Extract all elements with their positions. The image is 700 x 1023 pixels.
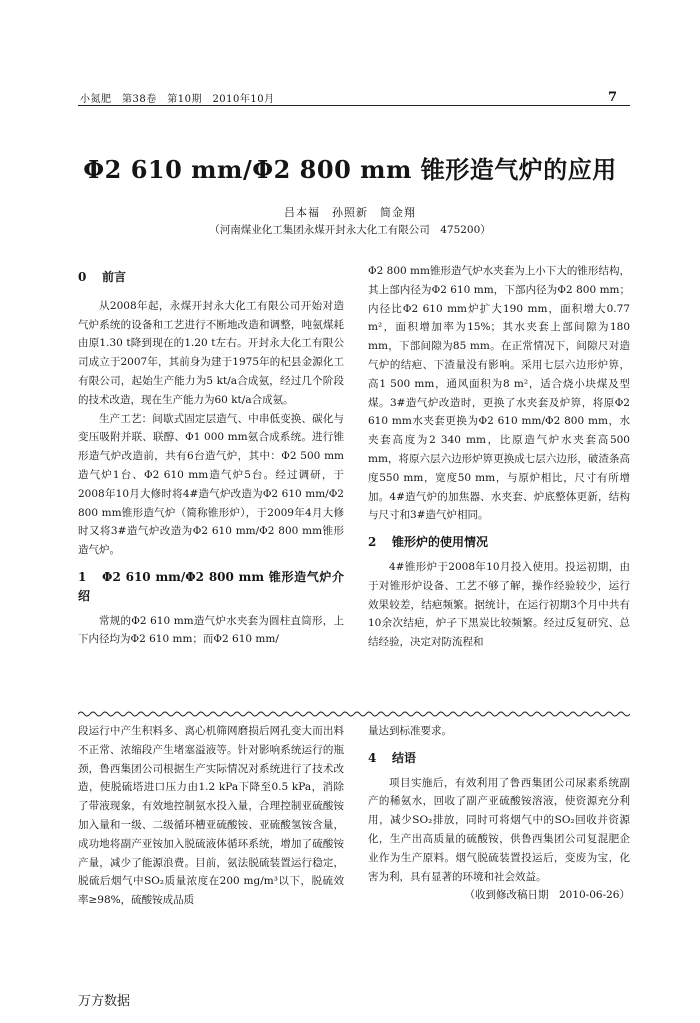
bottom-right-column <box>368 722 630 905</box>
paragraph: 4#锥形炉于2008年10月投入使用。投运初期，由于对锥形炉设备、工艺不够了解，操作经验较少，运行效果较差，结疤频繁。据统计，在运行初期3个月中共有10余次结疤，炉子下黑炭比较频繁。经过反复研究、总结经验，决定对防流程和 <box>368 560 630 649</box>
top-right-column <box>368 262 630 652</box>
paragraph: 量达到标准要求。 <box>368 725 452 737</box>
top-left-column <box>78 268 344 649</box>
paragraph: 段运行中产生积料多、离心机筛网磨损后网孔变大而出料不正常、浓缩段产生堵塞溢液等。针对影响系统运行的瓶颈，鲁西集团公司根据生产实际情况对系统进行了技术改造，使脱硫塔进口压力由1.2 kPa下降至0.5 kPa，消除了带液现象，有效地控制氨水投入量，合理控制亚硫酸铵加入量和一级、二级循环槽亚硫酸铵、亚硫酸氢铵含量，成功地将副产亚铵加入脱硫液体循环系统，增加了硫酸铵产量，减少了能源浪费。目前，氨法脱硫装置运行稳定，脱硫后烟气中SO₂质量浓度在200 mg/m³以下，脱硫效率≥98%，硫酸铵成品质 <box>78 725 344 907</box>
authors: 吕本福 孙照新 简金翔 <box>284 206 416 219</box>
paragraph: 从2008年起，永煤开封永大化工有限公司开始对造气炉系统的设备和工艺进行不断地改造和调整，吨氨煤耗由原1.30 t降到现在的1.20 t左右。开封永大化工有限公司成立于2007年，其前身为建于1975年的杞县金源化工有限公司，起始生产能力为5 kt/a合成氨，经过几个阶段的技术改造，现在生产能力为60 kt/a合成氨。 <box>78 299 344 406</box>
paragraph: 常规的Φ2 610 mm造气炉水夹套为圆柱直筒形，上下内径均为Φ2 610 mm；而Φ2 610 mm/ <box>78 614 344 646</box>
section-heading-0: 0 前言 <box>78 270 127 284</box>
section-heading-4: 4 结语 <box>368 750 417 765</box>
footer-watermark: 万方数据 <box>78 994 131 1009</box>
section-divider <box>78 710 630 718</box>
journal-header: 小氮肥 第38卷 第10期 2010年10月 <box>80 94 275 105</box>
page-number: 7 <box>608 90 618 105</box>
received-date: （收到修改稿日期 2010-06-26） <box>464 889 630 902</box>
paragraph: 生产工艺：间歇式固定层造气、中串低变换、碳化与变压吸附并联、联醇、Φ1 000 mm氨合成系统。进行锥形造气炉改造前，共有6台造气炉，其中：Φ2 500 mm造气炉1台、Φ2 610 mm造气炉5台。经过调研，于2008年10月大修时将4#造气炉改造为Φ2 610 mm/Φ2 800 mm锥形造气炉（简称锥形炉），于2009年4月大修时又将3#造气炉改造为Φ2 610 mm/Φ2 800 mm锥形造气炉。 <box>78 412 344 557</box>
paragraph: Φ2 800 mm锥形造气炉水夹套为上小下大的锥形结构，其上部内径为Φ2 610 mm，下部内径为Φ2 800 mm；内径比Φ2 610 mm炉扩大190 mm，面积增大0.77 m²，面积增加率为15%；其水夹套上部间隙为180 mm，下部间隙为85 mm。在正常情况下，间隙尺对造气炉的结疤、下渣量没有影响。采用七层六边形炉箅，高1 500 mm，通风面积为8 m²，适合烧小块煤及型煤。3#造气炉改造时，更换了水夹套及炉箅，将原Φ2 610 mm水夹套更换为Φ2 610 mm/Φ2 800 mm，水夹套高度为2 340 mm，比原造气炉水夹套高500 mm，将原六层六边形炉箅更换成七层六边形，破渣条高度550 mm，宽度50 mm，与原炉相比，尺寸有所增加。4#造气炉的加焦器、水夹套、炉底整体更新，结构与尺寸和3#造气炉相同。 <box>368 265 630 522</box>
section-heading-1: 1 Φ2 610 mm/Φ2 800 mm 锥形造气炉介绍 <box>78 569 344 603</box>
paragraph: 项目实施后，有效利用了鲁西集团公司尿素系统副产的稀氨水，回收了副产亚硫酸铵溶液，使资源充分利用，减少SO₂排放，同时可将烟气中的SO₂回收并资源化，生产出高质量的硫酸铵，供鲁西集团公司复混肥企业作为生产原料。烟气脱硫装置投运后，变废为宝，化害为利，具有显著的环境和社会效益。 <box>368 776 630 883</box>
bottom-left-column <box>78 722 344 910</box>
header-rule <box>78 105 630 106</box>
article-title: Φ2 610 mm/Φ2 800 mm 锥形造气炉的应用 <box>83 155 617 184</box>
affiliation: （河南煤业化工集团永煤开封永大化工有限公司 475200） <box>209 224 491 236</box>
section-heading-2: 2 锥形炉的使用情况 <box>368 535 489 550</box>
